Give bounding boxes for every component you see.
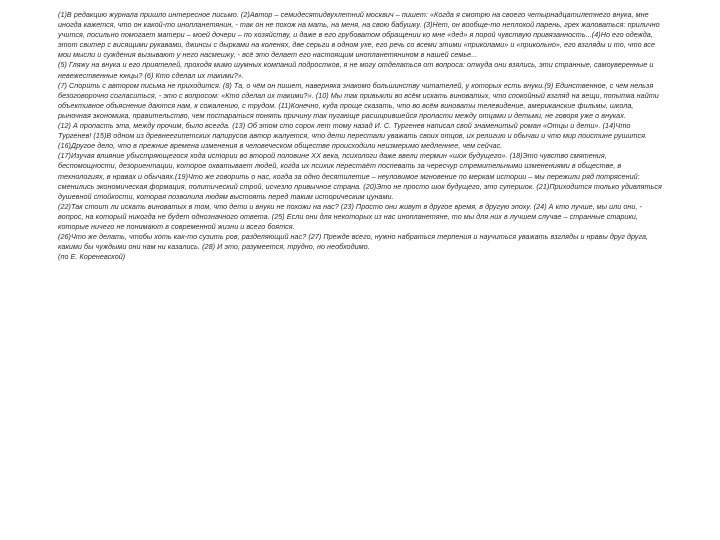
paragraph: (7) Спорить с автором письма не приходится. (8) Та, о чём он пишет, наверняка знакомо большинству читателей, у которых есть внуки.(9) Единственное, с чем нельзя безоговорочно согласиться, - это с вопросом: «Кто сделал их такими?». (10) Мы так привыкли во всём искать виноватых, что спокойный взгляд на вещи, попытка найти объективное объяснение даются нам, к сожалению, с трудом. (11)Конечно, куда проще сказать, что во всём виноваты телевидение, американские фильмы, школа, рыночная экономика, правительство, чем постараться понять причину так пугающе расширившейся пропасти между отцами и детьми, не говоря уже о внуках.: [58, 80, 659, 120]
document-text: [58, 10, 662, 262]
paragraph: (12) А пропасть эта, между прочим, было всегда. (13) Об этом сто сорок лет тому назад И. С. Тургенев написал свой знаменитый роман «Отцы и дети». (14)Что Тургенев! (15)В одном из древнеегипетских папирусов автор жалуется, что дети перестали уважать своих отцов, их религию и обычаи и что мир поистине рушится.: [58, 121, 648, 141]
paragraph: (17)Изучая влияние убыстряющегося хода истории во второй половине XX века, психологи даже ввели термин «шок будущего». (18)Это чувство смятения, беспомощности, дезориентации, которое охватывает людей, когда их психик перестаёт поспевать за чересчур стремительными изменениями в обществе, в технологиях, в нравах и обычаях.(19)Что же говорить о нас, когда за одно десятилетие – неуловимое мгновение по меркам истории – мы пережили ряд потрясений: сменились экономическая формация, политический строй, исчезло привычное страна. (20)Это не просто шок будущего, это супершок. (21)Приходится только удивляться душевной стойкости, которая позволила людям выстоять перед таким историческим цунами.: [58, 151, 662, 201]
paragraph: (22)Так стоит ли искать виноватых в том, что дети и внуки не похожи на нас? (23) Просто они живут в другое время, в другую эпоху. (24) А кто лучше, мы или они, - вопрос, на который никогда не будет однозначного ответа. (25) Если они для некоторых из нас инопланетяне, то мы для них в лучшем случае – странные старики, которые ничего не понимают в современной жизни и всего боятся.: [58, 201, 642, 231]
paragraph: (16)Другое дело, что в прежние времена изменения в человеческом обществе происходили неизмеримо медленнее, чем сейчас.: [58, 141, 503, 151]
author-signature: (по Е. Кореневской): [58, 252, 126, 262]
paragraph: (5) Гляжу на внука и его приятелей, проходя мимо шумных компаний подростков, я не могу отделаться от вопроса: откуда они взялись, эти странные, самоуверенные и невежественные юнцы? (6) Кто сделал их такими?».: [58, 60, 654, 80]
paragraph: (1)В редакцию журнала пришло интересное письмо. (2)Автор – семидесятидвухлетний москвич – пишет: «Когда я смотрю на своего четырнадцатилетнего внука, мне иногда кажется, что он какой-то инопланетянин, - так он не похож на мать, на меня, на свою бабушку. (3)Нет, он вообще-то неплохой парень, грех жаловаться: прилично учится, посильно помогает матери – моей дочери – по хозяйству, и даже в его грубоватом обращении ко мне «дед» я порой чувствую привязанность...(4)Но его одежда, этот свитер с висящими рукавами, джинсы с дырками на коленях, две серьги в одном ухе, его речь со всеми этими «приколами» и «прикольно», его взгляды и то, что все мои мысли и суждения вызывают у него насмешку, - всё это делает его настоящим инопланетянином в нашей семье...: [58, 10, 660, 60]
paragraph: (26)Что же делать, чтобы хоть как-то сузить ров, разделяющий нас? (27) Прежде всего, нужно набраться терпения и научиться уважать взгляды и нравы друг друга, какими бы чуждыми они нам ни казались. (28) И это, разумеется, трудно, но необходимо.: [58, 232, 649, 252]
